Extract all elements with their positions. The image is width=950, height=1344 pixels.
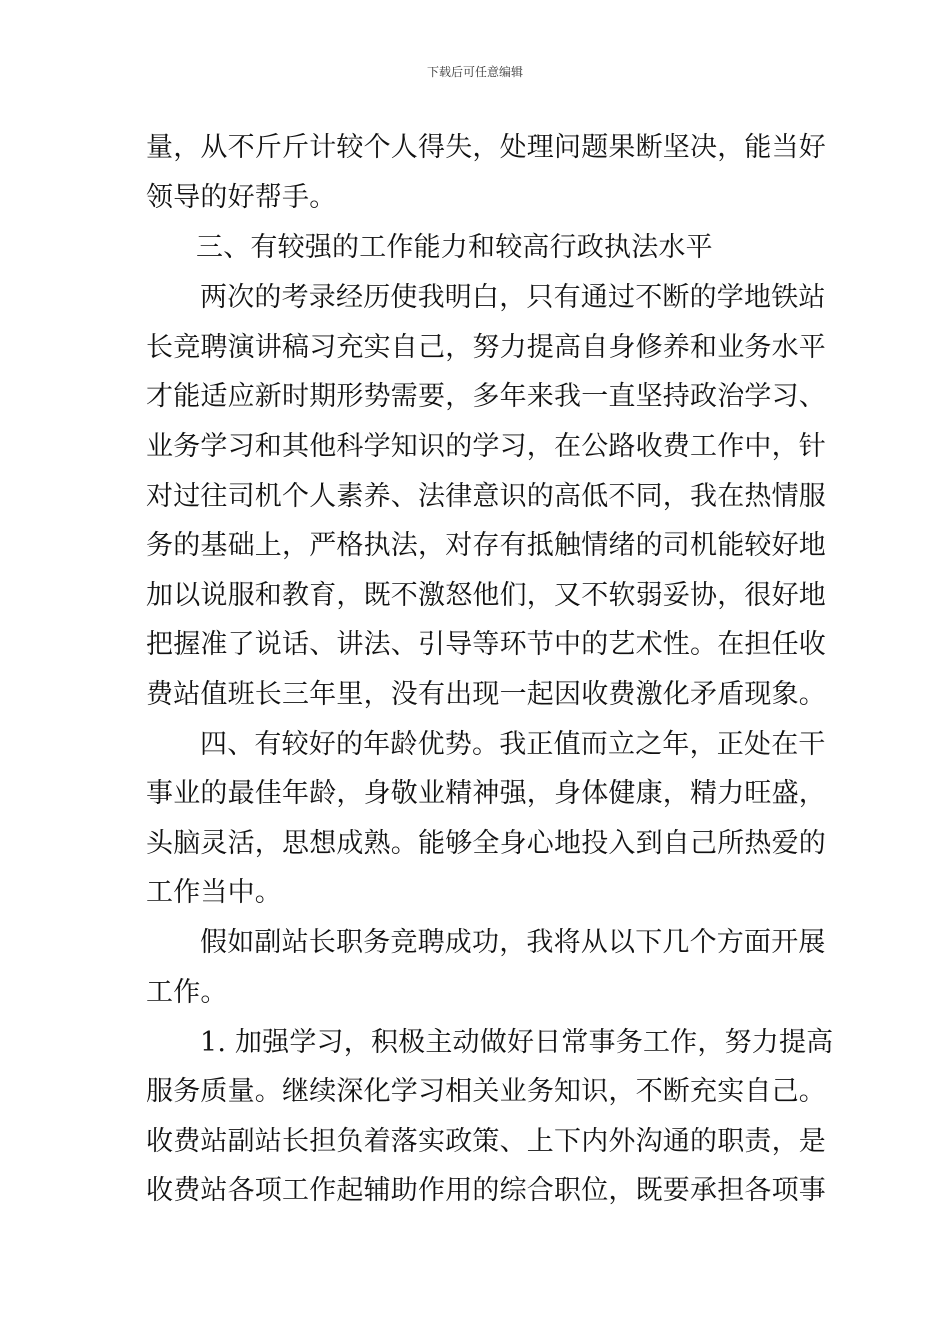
text-line: 加以说服和教育，既不激怒他们，又不软弱妥协，很好地: [146, 580, 826, 611]
text-line: 工作当中。: [146, 877, 282, 908]
text-line: 1. 加强学习，积极主动做好日常事务工作，努力提高: [200, 1027, 834, 1058]
text-line: 收费站各项工作起辅助作用的综合职位，既要承担各项事: [146, 1175, 826, 1206]
text-line: 两次的考录经历使我明白，只有通过不断的学地铁站: [200, 282, 826, 313]
text-line: 头脑灵活，思想成熟。能够全身心地投入到自己所热爱的: [146, 828, 826, 859]
text-line: 领导的好帮手。: [146, 182, 337, 213]
text-line: 服务质量。继续深化学习相关业务知识，不断充实自己。: [146, 1076, 826, 1107]
text-line: 对过往司机个人素养、法律意识的高低不同，我在热情服: [146, 481, 826, 512]
text-line: 务的基础上，严格执法，对存有抵触情绪的司机能较好地: [146, 530, 826, 561]
text-line: 业务学习和其他科学知识的学习，在公路收费工作中，针: [146, 431, 826, 462]
text-line: 把握准了说话、讲法、引导等环节中的艺术性。在担任收: [146, 629, 826, 660]
text-line: 假如副站长职务竞聘成功，我将从以下几个方面开展: [200, 927, 826, 958]
text-line: 收费站副站长担负着落实政策、上下内外沟通的职责，是: [146, 1126, 826, 1157]
page-header: 下载后可任意编辑: [426, 65, 523, 79]
text-line: 量，从不斤斤计较个人得失，处理问题果断坚决，能当好: [146, 132, 826, 163]
text-line: 才能适应新时期形势需要，多年来我一直坚持政治学习、: [146, 381, 826, 412]
text-line: 事业的最佳年龄，身敬业精神强，身体健康，精力旺盛，: [146, 778, 826, 809]
text-line: 费站值班长三年里，没有出现一起因收费激化矛盾现象。: [146, 679, 826, 710]
text-line: 工作。: [146, 977, 228, 1008]
text-line: 长竞聘演讲稿习充实自己，努力提高自身修养和业务水平: [146, 332, 826, 363]
text-line: 四、有较好的年龄优势。我正值而立之年，正处在干: [200, 729, 826, 760]
section-heading: 三、有较强的工作能力和较高行政执法水平: [196, 232, 713, 263]
